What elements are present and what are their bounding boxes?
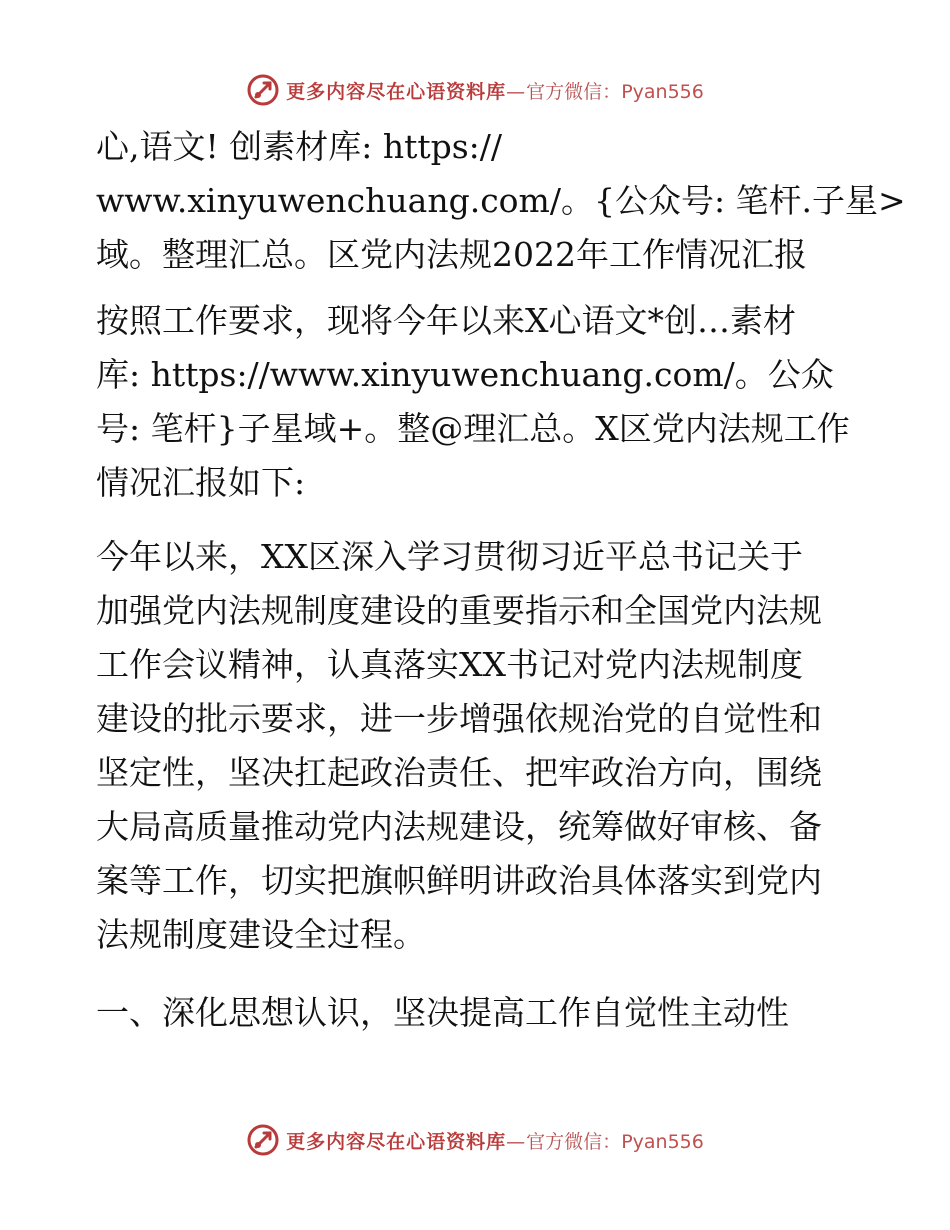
text-line: 建设的批示要求，进一步增强依规治党的自觉性和 xyxy=(96,699,822,738)
watermark-separator: — xyxy=(506,80,527,103)
text-line: 今年以来，XX区深入学习贯彻习近平总书记关于 xyxy=(96,537,803,576)
text-line: 大局高质量推动党内法规建设，统筹做好审核、备 xyxy=(96,807,822,846)
heading-line: 一、深化思想认识，坚决提高工作自觉性主动性 xyxy=(96,993,789,1032)
watermark-wechat-id: Pyan556 xyxy=(621,80,704,103)
watermark-brand: 更多内容尽在心语资料库 xyxy=(286,1130,507,1153)
text-line: 加强党内法规制度建设的重要指示和全国党内法规 xyxy=(96,591,822,630)
text-line: 按照工作要求，现将今年以来X心语文*创…素材 xyxy=(96,301,796,340)
watermark-suffix: 官方微信： xyxy=(526,1130,622,1153)
brand-logo-icon xyxy=(246,1123,280,1157)
text-line: 情况汇报如下: xyxy=(96,463,306,502)
paragraph-summary xyxy=(96,530,856,962)
text-line: 号: 笔杆}子星域+。整@理汇总。X区党内法规工作 xyxy=(96,409,850,448)
watermark-text xyxy=(286,77,704,104)
header-watermark xyxy=(0,70,950,110)
document-body xyxy=(96,120,906,1040)
section-heading xyxy=(96,986,856,1040)
watermark-text xyxy=(286,1127,704,1154)
text-line: 坚定性，坚决扛起政治责任、把牢政治方向，围绕 xyxy=(96,753,822,792)
text-line: www.xinyuwenchuang.com/。{公众号: 笔杆.子星> xyxy=(96,181,906,220)
brand-logo-icon xyxy=(246,73,280,107)
watermark-wechat-id: Pyan556 xyxy=(621,1130,704,1153)
text-line: 库: https://www.xinyuwenchuang.com/。公众 xyxy=(96,355,834,394)
watermark-suffix: 官方微信： xyxy=(526,80,622,103)
text-line: 案等工作，切实把旗帜鲜明讲政治具体落实到党内 xyxy=(96,861,822,900)
text-line: 心,语文! 创素材库: https:// xyxy=(96,127,503,166)
footer-watermark xyxy=(0,1120,950,1160)
text-line: 法规制度建设全过程。 xyxy=(96,915,426,954)
watermark-brand: 更多内容尽在心语资料库 xyxy=(286,80,507,103)
paragraph-intro xyxy=(96,120,906,282)
text-line: 工作会议精神，认真落实XX书记对党内法规制度 xyxy=(96,645,803,684)
paragraph-preface xyxy=(96,294,856,510)
text-line: 域。整理汇总。区党内法规2022年工作情况汇报 xyxy=(96,235,807,274)
watermark-separator: — xyxy=(506,1130,527,1153)
